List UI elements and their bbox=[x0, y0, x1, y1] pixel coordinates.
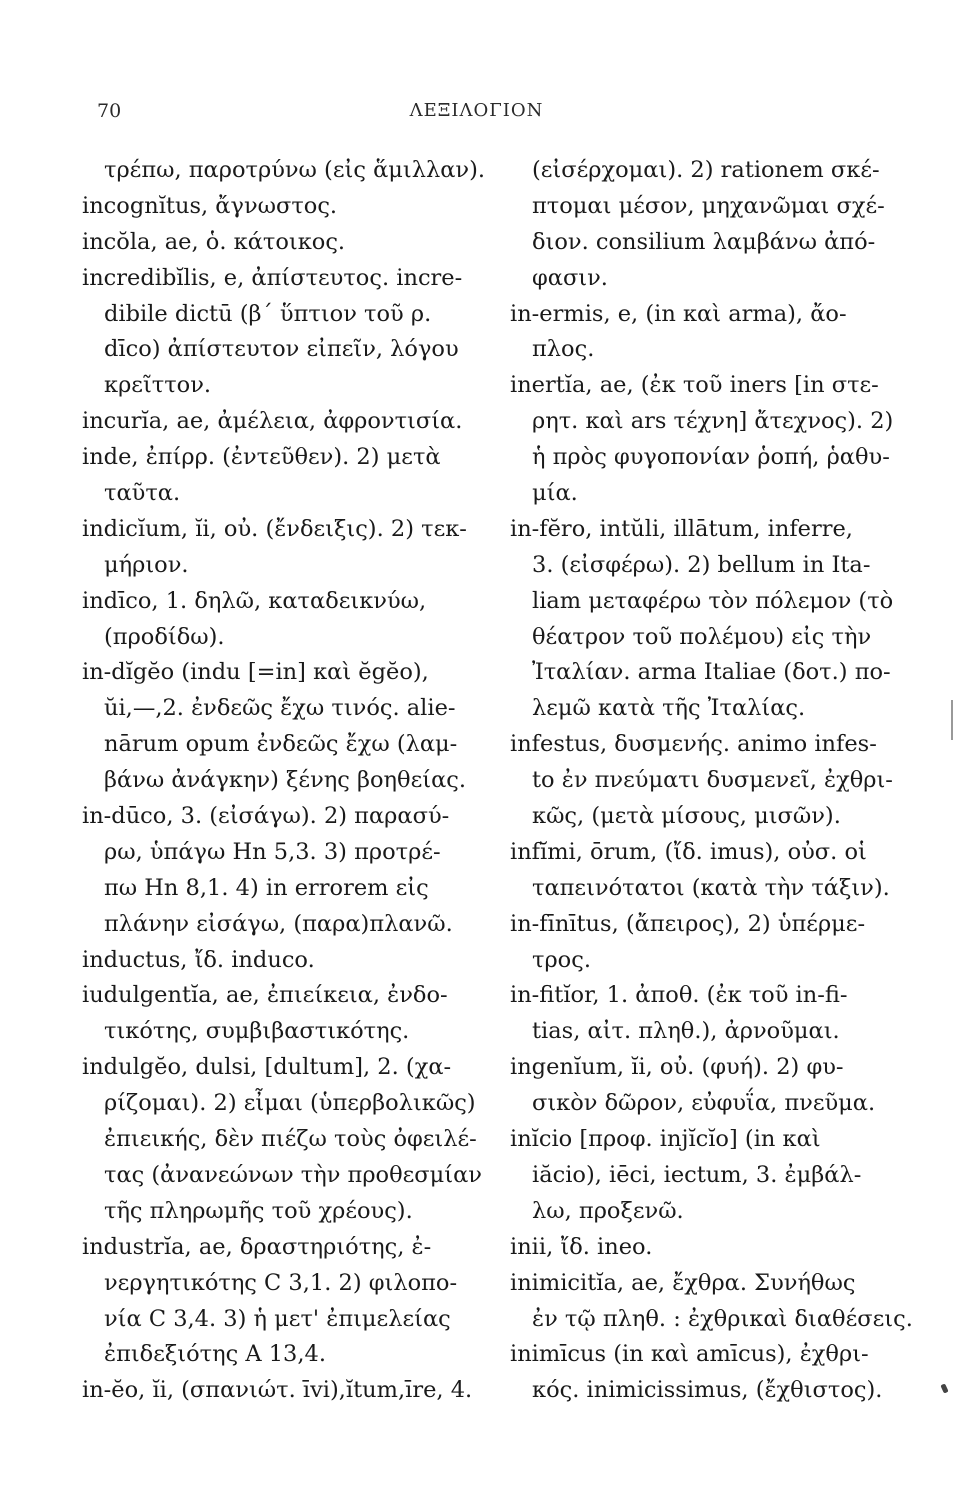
dictionary-line: indīco, 1. δηλῶ, καταδεικνύω, bbox=[82, 587, 427, 614]
dictionary-line: incŏla, ae, ὁ. κάτοικος. bbox=[82, 228, 346, 255]
page-number: 70 bbox=[97, 100, 122, 122]
dictionary-line: ἡ πρὸς φυγοπονίαν ῥοπή, ῥαθυ- bbox=[532, 444, 890, 471]
dictionary-line: κῶς, (μετὰ μίσους, μισῶν). bbox=[532, 803, 841, 830]
dictionary-line: Ἰταλίαν. arma Italiae (δοτ.) πο- bbox=[532, 659, 891, 686]
dictionary-line: iăcio), iēci, iectum, 3. ἐμβάλ- bbox=[532, 1161, 862, 1188]
dictionary-line: κός. inimicissimus, (ἔχθιστος). bbox=[532, 1377, 883, 1404]
ink-speck bbox=[940, 1383, 948, 1393]
dictionary-line: διον. consilium λαμβάνω ἀπό- bbox=[532, 228, 876, 255]
dictionary-line: in-fīnītus, (ἄπειρος), 2) ὑπέρμε- bbox=[510, 910, 866, 937]
dictionary-line: ἐπιεικής, δὲν πιέζω τοὺς ὀφειλέ- bbox=[104, 1126, 477, 1153]
dictionary-line: ταπεινότατοι (κατὰ τὴν τάξιν). bbox=[532, 874, 890, 901]
dictionary-line: inimicitĭa, ae, ἔχθρα. Συνήθως bbox=[510, 1269, 856, 1296]
dictionary-line: liam μεταφέρω τὸν πόλεμον (τὸ bbox=[532, 587, 894, 614]
dictionary-line: in-dĭgĕo (indu [=in] καὶ ĕgĕo), bbox=[82, 659, 429, 686]
dictionary-line: (εἰσέρχομαι). 2) rationem σκέ- bbox=[532, 157, 880, 183]
dictionary-line: λεμῶ κατὰ τῆς Ἰταλίας. bbox=[532, 695, 806, 722]
dictionary-line: indicĭum, ĭi, οὐ. (ἔνδειξις). 2) τεκ- bbox=[82, 515, 467, 542]
dictionary-line: to ἐν πνεύματι δυσμενεῖ, ἐχθρι- bbox=[532, 767, 893, 794]
dictionary-line: inductus, ἴδ. induco. bbox=[82, 946, 315, 973]
dictionary-line: inertĭa, ae, (ἐκ τοῦ iners [in στε- bbox=[510, 372, 879, 399]
dictionary-line: dīco) ἀπίστευτον εἰπεῖν, λόγου bbox=[104, 336, 459, 363]
dictionary-line: πω Hn 8,1. 4) in errorem εἰς bbox=[104, 874, 429, 901]
dictionary-line: ρω, ὑπάγω Hn 5,3. 3) προτρέ- bbox=[104, 838, 441, 865]
dictionary-line: in-ermis, e, (in καὶ arma), ἄο- bbox=[510, 300, 847, 327]
dictionary-line: incognĭtus, ἄγνωστος. bbox=[82, 192, 338, 219]
dictionary-line: νεργητικότης C 3,1. 2) φιλοπο- bbox=[104, 1269, 458, 1296]
dictionary-line: βάνω ἀνάγκην) ξένης βοηθείας. bbox=[104, 767, 467, 794]
dictionary-line: dibile dictū (β΄ ὕπτιον τοῦ ρ. bbox=[104, 300, 432, 327]
dictionary-line: πτομαι μέσον, μηχανῶμαι σχέ- bbox=[532, 192, 885, 219]
dictionary-line: iudulgentĭa, ae, ἐπιείκεια, ἐνδο- bbox=[82, 982, 448, 1009]
dictionary-line: (προδίδω). bbox=[104, 623, 225, 650]
dictionary-line: ρίζομαι). 2) εἶμαι (ὑπερβολικῶς) bbox=[104, 1090, 476, 1117]
dictionary-line: μήριον. bbox=[104, 551, 189, 578]
dictionary-line: μία. bbox=[532, 480, 578, 507]
dictionary-line: inĭcio [προφ. injĭcĭo] (in καὶ bbox=[510, 1126, 821, 1153]
dictionary-line: incurĭa, ae, ἀμέλεια, ἀφροντισία. bbox=[82, 408, 463, 435]
dictionary-line: inii, ἴδ. ineo. bbox=[510, 1233, 653, 1260]
dictionary-line: τρέπω, παροτρύνω (εἰς ἅμιλλαν). bbox=[104, 157, 486, 183]
dictionary-line: φασιν. bbox=[532, 264, 608, 291]
dictionary-line: in-fitĭor, 1. ἀποθ. (ἐκ τοῦ in-fi- bbox=[510, 982, 848, 1009]
dictionary-line: industrĭa, ae, δραστηριότης, ἐ- bbox=[82, 1233, 432, 1260]
dictionary-line: in-fĕro, intŭli, illātum, inferre, bbox=[510, 515, 853, 542]
dictionary-line: σικὸν δῶρον, εὐφυΐα, πνεῦμα. bbox=[532, 1090, 876, 1117]
dictionary-line: ἐπιδεξιότης A 13,4. bbox=[104, 1341, 326, 1368]
dictionary-line: infĭmi, ōrum, (ἴδ. imus), οὐσ. οἱ bbox=[510, 838, 867, 865]
dictionary-line: ingenĭum, ĭi, οὐ. (φυή). 2) φυ- bbox=[510, 1054, 844, 1081]
dictionary-line: κρεῖττον. bbox=[104, 372, 212, 399]
dictionary-line: in-dūco, 3. (εἰσάγω). 2) παρασύ- bbox=[82, 803, 450, 830]
dictionary-line: πλάνην εἰσάγω, (παρα)πλανῶ. bbox=[104, 910, 453, 937]
dictionary-line: ρητ. καὶ ars τέχνη] ἄτεχνος). 2) bbox=[532, 408, 894, 435]
dictionary-line: ἐν τῷ πληθ. : ἐχθρικαὶ διαθέσεις. bbox=[532, 1305, 913, 1332]
dictionary-line: indulgĕo, dulsi, [dultum], 2. (χα- bbox=[82, 1054, 452, 1081]
dictionary-line: τας (ἀνανεώνων τὴν προθεσμίαν bbox=[104, 1161, 482, 1188]
dictionary-line: θέατρον τοῦ πολέμου) εἰς τὴν bbox=[532, 623, 872, 650]
dictionary-line: ŭi,—,2. ἐνδεῶς ἔχω τινός. alie- bbox=[104, 695, 456, 722]
dictionary-line: λω, προξενῶ. bbox=[532, 1197, 684, 1224]
dictionary-line: ταῦτα. bbox=[104, 480, 181, 507]
dictionary-line: τῆς πληρωμῆς τοῦ χρέους). bbox=[104, 1197, 413, 1224]
dictionary-line: inimīcus (in καὶ amīcus), ἐχθρι- bbox=[510, 1341, 869, 1368]
dictionary-line: τικότης, συμβιβαστικότης. bbox=[104, 1018, 410, 1045]
dictionary-line: τρος. bbox=[532, 946, 591, 973]
running-head-title: ΛΕΞΙΛΟΓΙΟΝ bbox=[409, 100, 544, 121]
dictionary-line: in-ĕo, ĭi, (σπανιώτ. īvi),ĭtum,īre, 4. bbox=[82, 1377, 473, 1404]
dictionary-line: πλος. bbox=[532, 336, 595, 363]
dictionary-line: inde, ἐπίρρ. (ἐντεῦθεν). 2) μετὰ bbox=[82, 444, 441, 471]
dictionary-line: infestus, δυσμενής. animo infes- bbox=[510, 731, 877, 758]
dictionary-line: tias, αἰτ. πληθ.), ἀρνοῦμαι. bbox=[532, 1018, 840, 1045]
dictionary-line: 3. (εἰσφέρω). 2) bellum in Ita- bbox=[532, 551, 871, 578]
left-column bbox=[82, 153, 494, 1409]
dictionary-line: nārum opum ἐνδεῶς ἔχω (λαμ- bbox=[104, 731, 458, 758]
right-column bbox=[510, 153, 922, 1409]
dictionary-line: νία C 3,4. 3) ἡ μετ' ἐπιμελείας bbox=[104, 1305, 451, 1332]
dictionary-line: incredibĭlis, e, ἀπίστευτος. incre- bbox=[82, 264, 463, 291]
